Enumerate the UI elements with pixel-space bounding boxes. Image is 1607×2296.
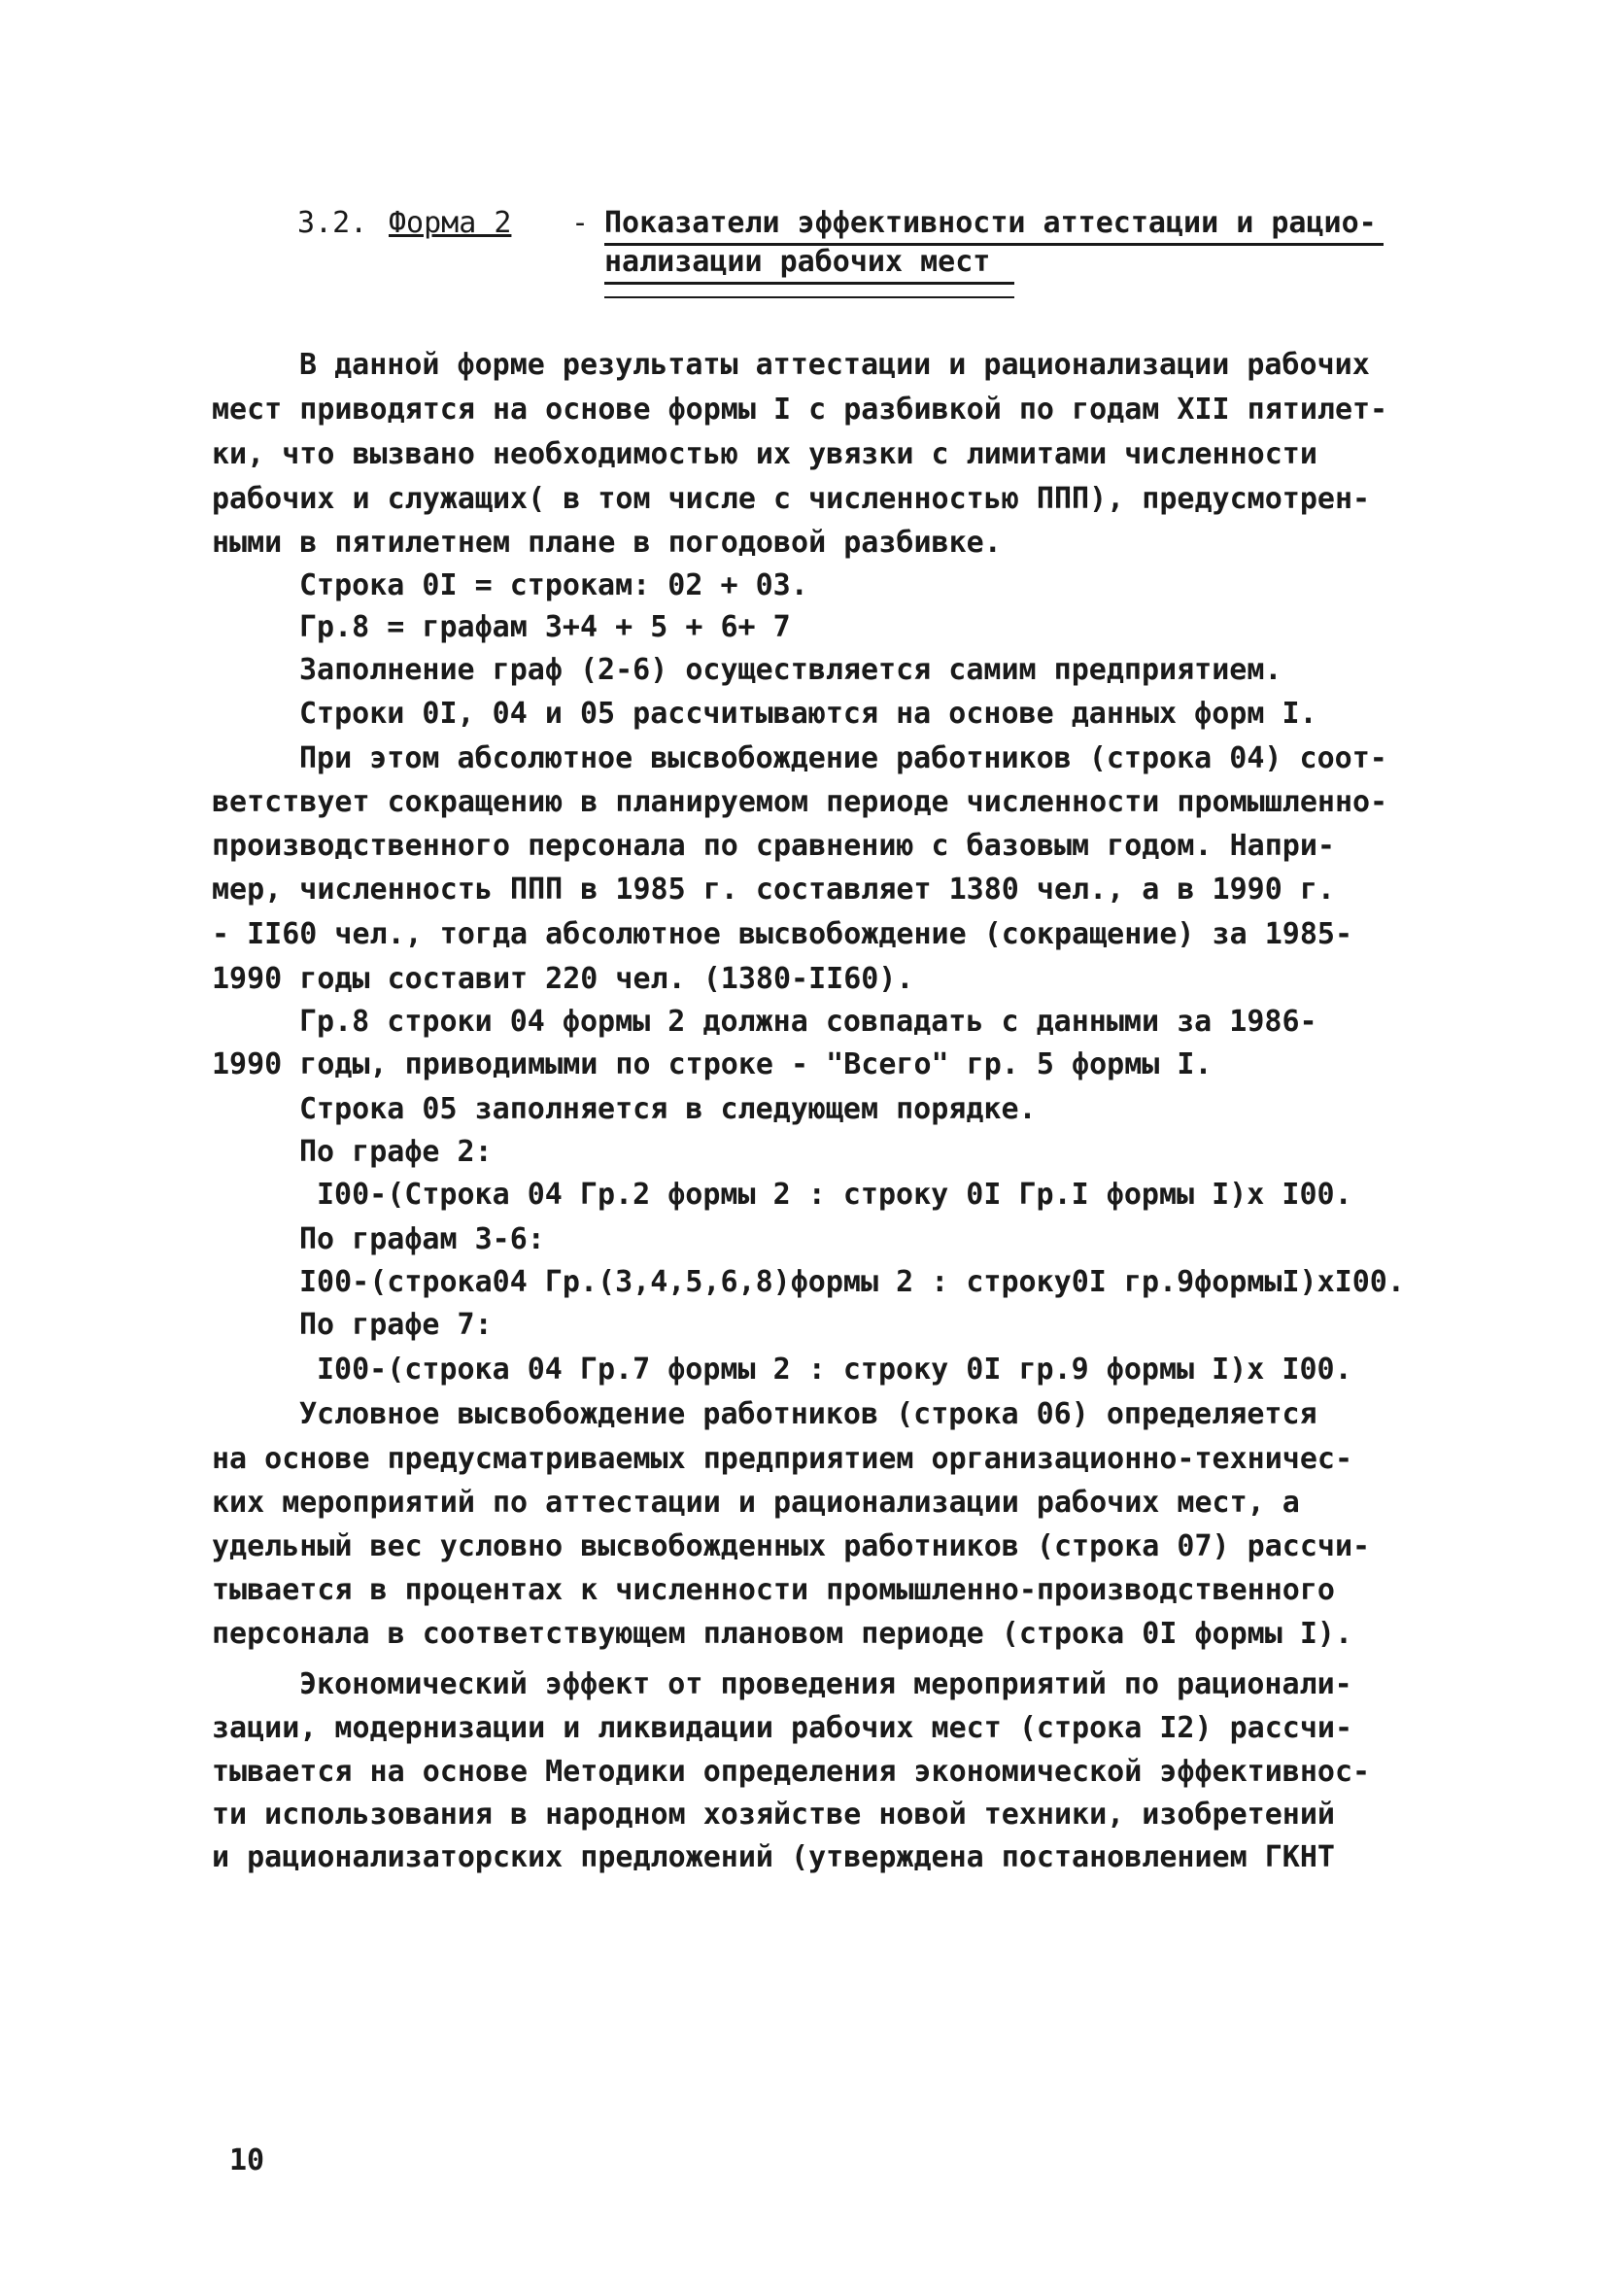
body-line: и рационализаторских предложений (утверждена постановлением ГКНТ — [212, 1840, 1335, 1874]
body-line: производственного персонала по сравнению с базовым годом. Напри- — [212, 829, 1335, 863]
body-line: ких мероприятий по аттестации и рационализации рабочих мест, а — [212, 1486, 1300, 1520]
section-number: 3.2. — [297, 206, 368, 240]
body-line: По графам 3-6: — [299, 1222, 545, 1256]
body-line: ными в пятилетнем плане в погодовой разбивке. — [212, 526, 1002, 560]
body-line: Гр.8 строки 04 формы 2 должна совпадать с данными за 1986- — [299, 1005, 1317, 1039]
title-line-1: Показатели эффективности аттестации и рацио- — [604, 206, 1377, 240]
body-line: 1990 годы составит 220 чел. (1380-II60). — [212, 962, 914, 996]
body-line: Строки 0I, 04 и 05 рассчитываются на основе данных форм I. — [299, 697, 1317, 731]
form-label: Форма 2 — [389, 206, 512, 240]
title-rule-2 — [604, 282, 1014, 285]
body-line: По графе 7: — [299, 1308, 493, 1342]
title-line-2: нализации рабочих мест — [604, 245, 991, 279]
body-line: Условное высвобождение работников (строка 06) определяется — [299, 1397, 1317, 1431]
body-line: I00-(строка 04 Гр.7 формы 2 : строку 0I гр.9 формы I)x I00. — [317, 1353, 1352, 1387]
body-line: тывается на основе Методики определения экономической эффективнос- — [212, 1755, 1371, 1789]
body-line: В данной форме результаты аттестации и рационализации рабочих — [299, 348, 1370, 382]
body-line: удельный вес условно высвобожденных работников (строка 07) рассчи- — [212, 1529, 1371, 1563]
body-line: зации, модернизации и ликвидации рабочих мест (строка I2) рассчи- — [212, 1711, 1352, 1745]
body-line: Строка 05 заполняется в следующем порядке. — [299, 1092, 1037, 1126]
page-number: 10 — [229, 2143, 265, 2177]
title-dash: - — [571, 206, 590, 240]
body-line: Экономический эффект от проведения мероприятий по рационали- — [299, 1667, 1352, 1701]
body-line: рабочих и служащих( в том числе с численностью ППП), предусмотрен- — [212, 482, 1371, 516]
body-line: 1990 годы, приводимыми по строке - "Всего" гр. 5 формы I. — [212, 1047, 1213, 1081]
body-line: По графе 2: — [299, 1135, 493, 1169]
body-line: ти использования в народном хозяйстве новой техники, изобретений — [212, 1798, 1335, 1832]
body-line: ветствует сокращению в планируемом периоде численности промышленно- — [212, 785, 1388, 819]
body-line: на основе предусматриваемых предприятием организационно-техничес- — [212, 1442, 1352, 1476]
title-rule-3 — [604, 296, 1014, 298]
body-line: I00-(строка04 Гр.(3,4,5,6,8)формы 2 : строку0I гр.9формыI)xI00. — [299, 1265, 1405, 1299]
body-line: Гр.8 = графам 3+4 + 5 + 6+ 7 — [299, 610, 791, 644]
body-line: ки, что вызвано необходимостью их увязки с лимитами численности — [212, 437, 1317, 471]
body-line: - II60 чел., тогда абсолютное высвобождение (сокращение) за 1985- — [212, 917, 1352, 951]
body-line: мер, численность ППП в 1985 г. составляет 1380 чел., а в 1990 г. — [212, 873, 1335, 907]
body-line: персонала в соответствующем плановом периоде (строка 0I формы I). — [212, 1617, 1352, 1651]
body-line: При этом абсолютное высвобождение работников (строка 04) соот- — [299, 741, 1387, 775]
body-line: мест приводятся на основе формы I с разбивкой по годам XII пятилет- — [212, 393, 1388, 427]
body-line: I00-(Строка 04 Гр.2 формы 2 : строку 0I Гр.I формы I)x I00. — [317, 1178, 1352, 1212]
body-line: Заполнение граф (2-6) осуществляется самим предприятием. — [299, 653, 1282, 687]
body-line: тывается в процентах к численности промышленно-производственного — [212, 1573, 1335, 1607]
body-line: Строка 0I = строкам: 02 + 03. — [299, 568, 808, 602]
